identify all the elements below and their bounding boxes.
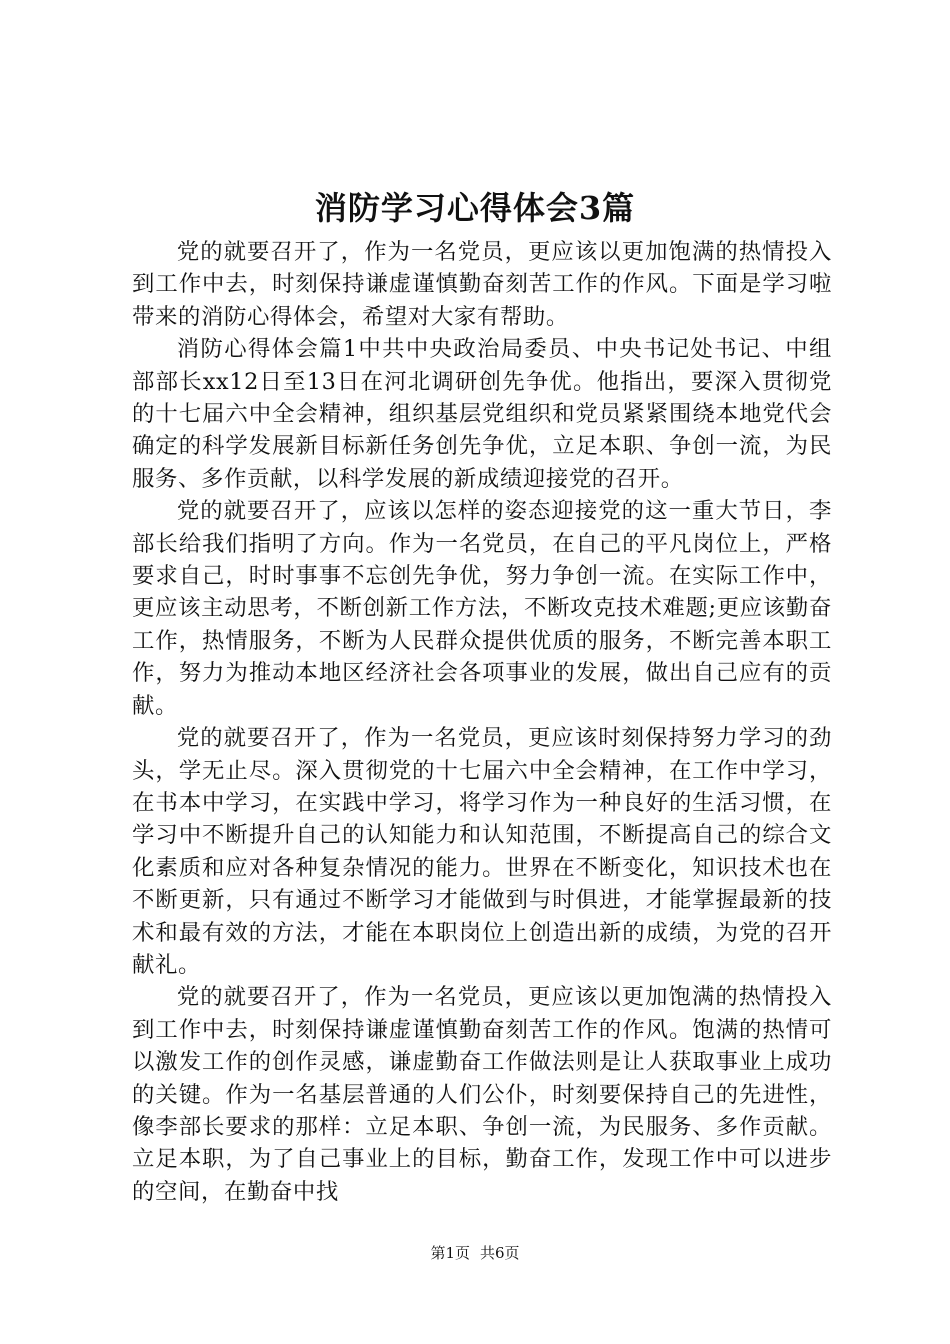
page-number: 第1页 [430,1244,470,1262]
paragraph-learning: 党的就要召开了，作为一名党员，更应该时刻保持努力学习的劲头，学无止尽。深入贯彻党的十七届六中全会精神，在工作中学习，在书本中学习，在实践中学习，将学习作为一种良好的生活习惯，在学习中不断提升自己的认知能力和认知范围，不断提高自己的综合文化素质和应对各种复杂情况的能力。世界在不断变化，知识技术也在不断更新，只有通过不断学习才能做到与时俱进，才能掌握最新的技术和最有效的方法，才能在本职岗位上创造出新的成绩，为党的召开献礼。 [132,725,832,978]
document-title: 消防学习心得体会3篇 [314,189,636,227]
paragraph-enthusiasm: 党的就要召开了，作为一名党员，更应该以更加饱满的热情投入到工作中去，时刻保持谦虚谨慎勤奋刻苦工作的作风。饱满的热情可以激发工作的创作灵感，谦虚勤奋工作做法则是让人获取事业上成功的关键。作为一名基层普通的人们公仆，时刻要保持自己的先进性，像李部长要求的那样：立足本职、争创一流，为民服务、多作贡献。立足本职，为了自己事业上的目标，勤奋工作，发现工作中可以进步的空间，在勤奋中找 [132,984,832,1205]
paragraph-article-1: 消防心得体会篇1中共中央政治局委员、中央书记处书记、中组部部长xx12日至13日在河北调研创先争优。他指出，要深入贯彻党的十七届六中全会精神，组织基层党组织和党员紧紧围绕本地党代会确定的科学发展新目标新任务创先争优，立足本职、争创一流，为民服务、多作贡献，以科学发展的新成绩迎接党的召开。 [132,336,832,492]
document-body [132,236,832,1208]
page-footer [0,1242,950,1264]
paragraph-attitude: 党的就要召开了，应该以怎样的姿态迎接党的这一重大节日，李部长给我们指明了方向。作为一名党员，在自己的平凡岗位上，严格要求自己，时时事事不忘创先争优，努力争创一流。在实际工作中，更应该主动思考，不断创新工作方法，不断攻克技术难题;更应该勤奋工作，热情服务，不断为人民群众提供优质的服务，不断完善本职工作，努力为推动本地区经济社会各项事业的发展，做出自己应有的贡献。 [132,498,832,719]
paragraph-intro: 党的就要召开了，作为一名党员，更应该以更加饱满的热情投入到工作中去，时刻保持谦虚谨慎勤奋刻苦工作的作风。下面是学习啦带来的消防心得体会，希望对大家有帮助。 [132,239,832,330]
page-total: 共6页 [480,1244,520,1262]
